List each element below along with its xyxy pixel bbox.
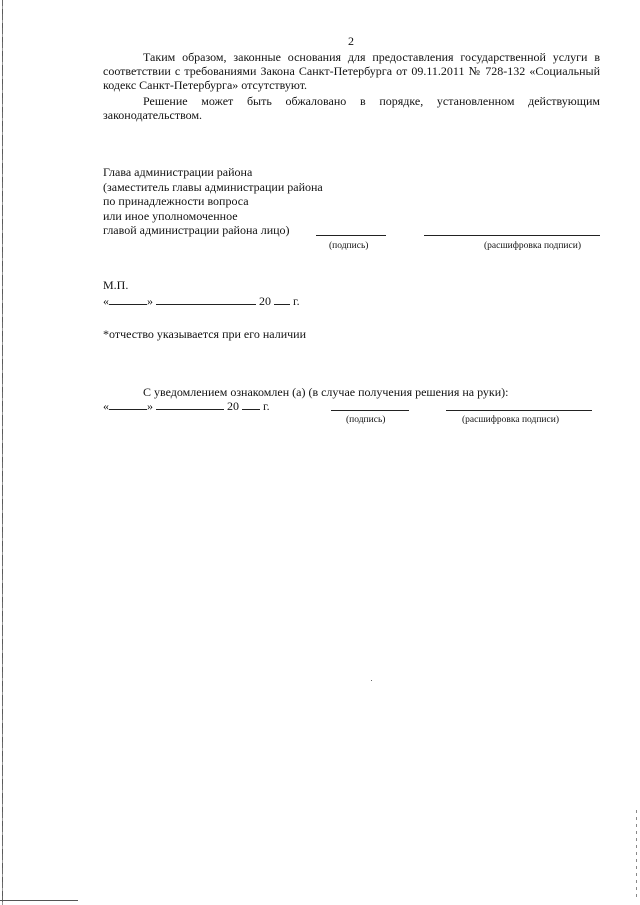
page-number: 2	[348, 34, 354, 48]
paragraph-grounds: Таким образом, законные основания для предоставления государственной услуги в соответствии с требованиями Закона Санкт-Петербурга от 09.11.2011 № 728-132 «Социальный кодекс Санкт-Петербурга» отсутствуют.	[103, 50, 600, 93]
year-blank	[274, 294, 290, 305]
year-blank-2	[242, 399, 260, 410]
official-line-4: или иное уполномоченное	[103, 208, 238, 223]
decoding-caption-2: (расшифровка подписи)	[462, 415, 559, 425]
official-line-5: главой администрации района лицо)	[103, 223, 290, 238]
month-blank-2	[156, 399, 224, 410]
paragraph-appeal: Решение может быть обжаловано в порядке, установленном действующим законодательством.	[103, 94, 600, 123]
day-blank	[109, 294, 147, 305]
decoding-line-2	[446, 410, 592, 411]
scan-speck	[371, 680, 372, 681]
official-line-2: (заместитель главы администрации района	[103, 179, 323, 194]
date-close-quote: »	[147, 294, 153, 308]
stamp-label: М.П.	[103, 278, 129, 292]
official-line-3: по принадлежности вопроса	[103, 194, 249, 209]
month-blank	[156, 294, 256, 305]
acknowledgement: С уведомлением ознакомлен (а) (в случае получения решения на руки):	[143, 385, 509, 399]
signature-caption-2: (подпись)	[346, 415, 386, 425]
decoding-line-1	[424, 235, 600, 236]
signature-caption-1: (подпись)	[329, 241, 369, 251]
scan-edge-left	[2, 0, 3, 905]
decoding-caption-1: (расшифровка подписи)	[484, 241, 581, 251]
signature-line-1	[316, 235, 386, 236]
year-prefix-2: 20	[227, 399, 239, 413]
signature-line-2	[331, 410, 409, 411]
year-suffix: г.	[293, 294, 300, 308]
date-close-quote-2: »	[147, 399, 153, 413]
scan-edge-right	[636, 810, 637, 900]
footnote: *отчество указывается при его наличии	[103, 327, 307, 341]
date-open-quote: «	[103, 294, 109, 308]
official-title-block	[103, 165, 323, 238]
year-prefix: 20	[259, 294, 271, 308]
date-line-1	[103, 294, 300, 308]
day-blank-2	[109, 399, 147, 410]
official-line-1: Глава администрации района	[103, 165, 253, 179]
date-line-2	[103, 399, 270, 413]
date-open-quote-2: «	[103, 399, 109, 413]
scan-line-bottom	[0, 900, 78, 901]
year-suffix-2: г.	[263, 399, 270, 413]
